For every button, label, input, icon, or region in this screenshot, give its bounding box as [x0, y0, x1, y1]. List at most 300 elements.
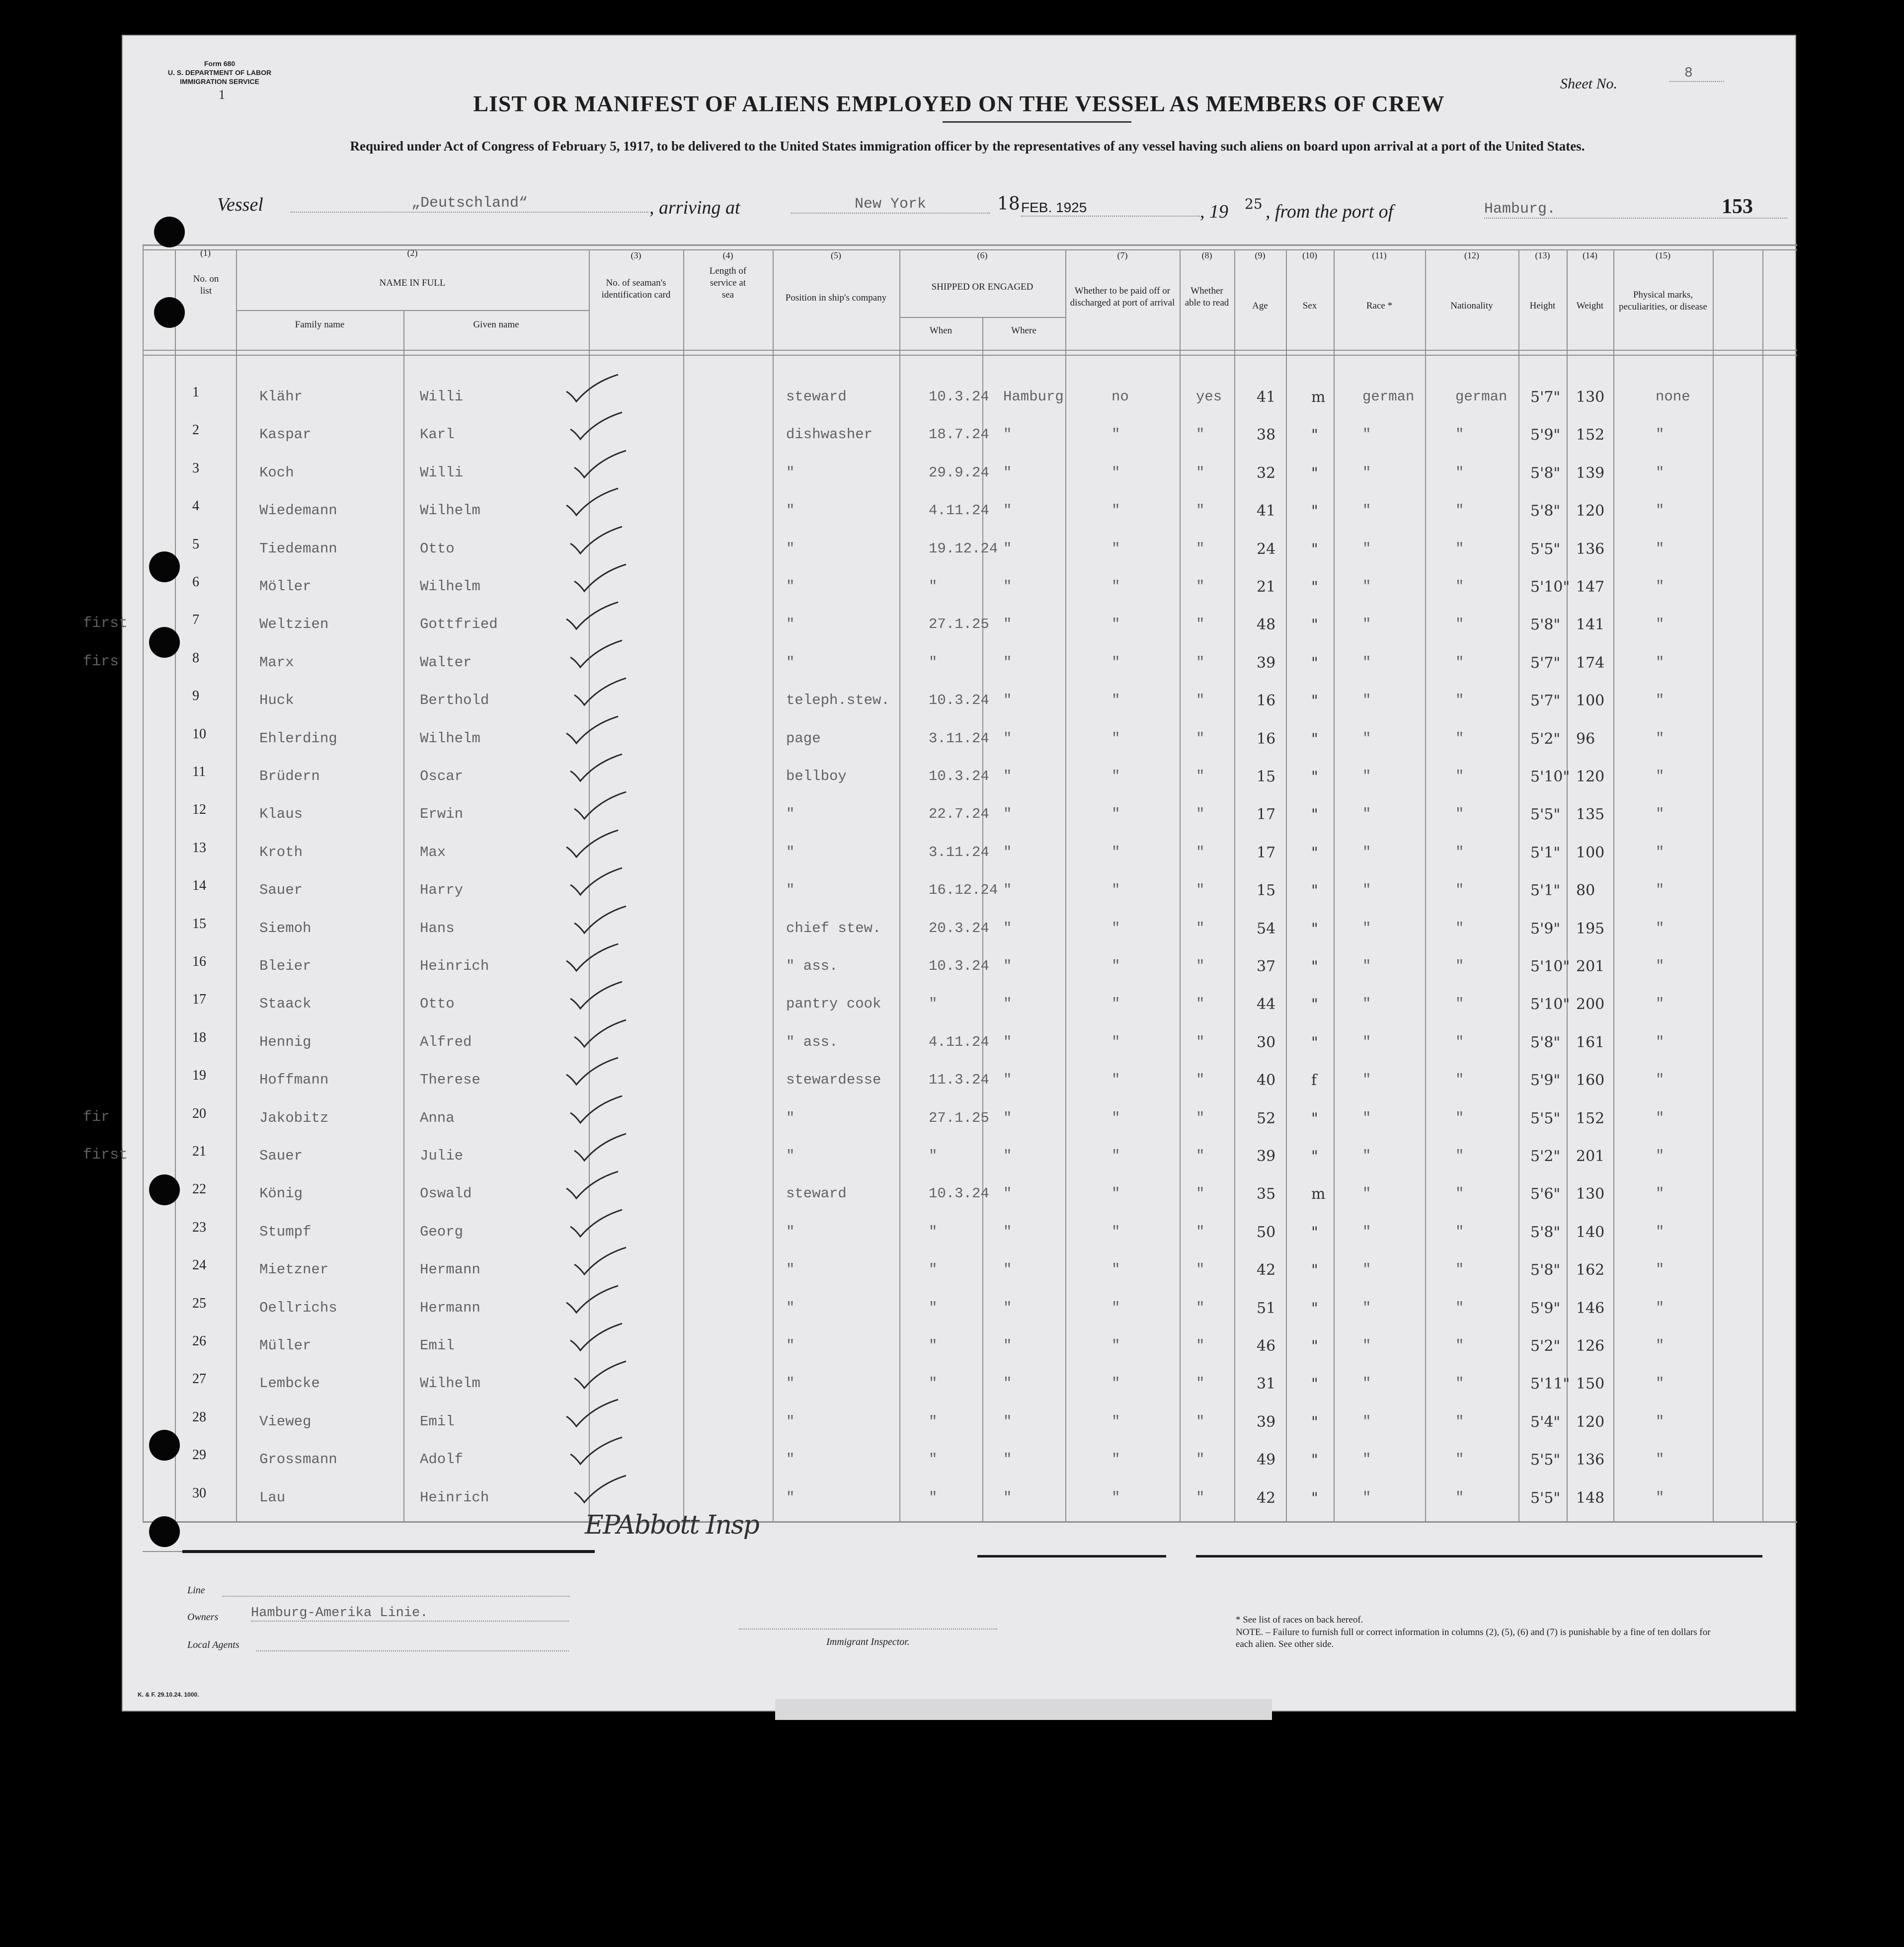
shipped-when: 11.3.24 — [929, 1072, 989, 1089]
height: 5'8" — [1530, 1223, 1561, 1241]
able-to-read: " — [1196, 1185, 1205, 1202]
able-to-read: " — [1196, 844, 1205, 860]
family-name: Sauer — [259, 1148, 303, 1164]
punch-hole — [149, 627, 180, 658]
physical-marks: " — [1656, 616, 1665, 633]
inspector-label: Immigrant Inspector. — [826, 1636, 910, 1647]
age: 46 — [1257, 1337, 1276, 1355]
check-mark-icon — [570, 1246, 625, 1280]
family-name: Siemoh — [259, 920, 312, 936]
nationality: " — [1455, 1185, 1464, 1202]
paid-off: " — [1111, 1072, 1120, 1089]
height: 5'9" — [1530, 1072, 1561, 1090]
height: 5'7" — [1530, 692, 1561, 710]
age: 51 — [1257, 1299, 1276, 1317]
shipped-where: " — [1003, 1185, 1012, 1202]
col-2-number: (2) — [407, 248, 418, 258]
race: " — [1362, 426, 1371, 443]
sex: m — [1311, 1185, 1326, 1203]
position: " — [786, 1148, 795, 1164]
weight: 152 — [1576, 426, 1605, 444]
physical-marks: " — [1656, 920, 1665, 936]
able-to-read: " — [1196, 578, 1205, 595]
physical-marks: " — [1656, 958, 1665, 974]
row-number: 8 — [192, 650, 199, 666]
given-name: Hermann — [420, 1299, 480, 1316]
given-name: Adolf — [420, 1451, 464, 1468]
crew-row — [123, 801, 1797, 839]
able-to-read: " — [1196, 1261, 1205, 1278]
able-to-read: " — [1196, 1148, 1205, 1164]
row-number: 28 — [192, 1409, 206, 1425]
col-14-number: (14) — [1583, 250, 1597, 260]
family-name: Stumpf — [259, 1223, 312, 1240]
physical-marks: " — [1656, 1337, 1665, 1354]
given-name: Emil — [420, 1413, 455, 1430]
paid-off: " — [1111, 958, 1120, 974]
crew-row — [123, 497, 1797, 535]
able-to-read: yes — [1196, 389, 1222, 405]
row-number: 23 — [192, 1219, 206, 1235]
position: " — [786, 1489, 795, 1506]
shipped-when: 16.12.24 — [929, 882, 998, 899]
race: " — [1362, 540, 1371, 557]
age: 38 — [1257, 426, 1276, 444]
physical-marks: " — [1656, 1033, 1665, 1050]
paper-edge — [775, 1699, 1272, 1720]
shipped-where: " — [1003, 1033, 1012, 1050]
row-number: 17 — [192, 992, 206, 1008]
paid-off: " — [1111, 768, 1120, 784]
race: " — [1362, 1033, 1371, 1050]
race: " — [1362, 1337, 1371, 1354]
row-number: 4 — [192, 498, 199, 514]
check-mark-icon — [566, 866, 621, 901]
shipped-when: 20.3.24 — [929, 920, 989, 936]
family-name: Sauer — [259, 882, 303, 899]
agents-fill — [256, 1650, 569, 1651]
physical-marks: " — [1656, 768, 1665, 784]
nationality: " — [1455, 1109, 1464, 1126]
family-name: Kaspar — [259, 426, 312, 443]
position: " — [786, 616, 795, 633]
shipped-when: " — [929, 1223, 938, 1240]
shipped-when: " — [929, 1413, 938, 1430]
paid-off: " — [1111, 502, 1120, 519]
shipped-when: 10.3.24 — [929, 692, 989, 709]
sex: " — [1311, 1375, 1318, 1393]
weight: 146 — [1576, 1299, 1605, 1317]
able-to-read: " — [1196, 996, 1205, 1012]
crew-row — [123, 384, 1797, 421]
nationality: " — [1455, 996, 1464, 1012]
row-number: 27 — [192, 1371, 206, 1387]
shipped-when: 3.11.24 — [929, 844, 989, 860]
shipped-when: " — [929, 654, 938, 671]
race: " — [1362, 464, 1371, 481]
physical-marks: " — [1656, 464, 1665, 481]
punch-hole — [149, 551, 180, 582]
manifest-title: LIST OR MANIFEST OF ALIENS EMPLOYED ON THE VESSEL AS MEMBERS OF CREW — [473, 91, 1445, 116]
given-name: Karl — [420, 426, 455, 443]
crew-row — [123, 460, 1797, 497]
shipped-where: " — [1003, 578, 1012, 595]
age: 30 — [1257, 1033, 1276, 1051]
weight: 174 — [1576, 654, 1605, 672]
check-mark-icon — [562, 942, 617, 977]
punch-hole — [154, 297, 185, 328]
check-mark-icon — [566, 1208, 621, 1243]
page-number: 153 — [1722, 195, 1753, 218]
row-number: 9 — [192, 688, 199, 704]
check-mark-icon — [570, 1018, 625, 1053]
age: 48 — [1257, 616, 1276, 634]
nationality: " — [1455, 1299, 1464, 1316]
nationality: " — [1455, 502, 1464, 519]
race: " — [1362, 1375, 1371, 1392]
weight: 141 — [1576, 616, 1605, 634]
race: " — [1362, 1223, 1371, 1240]
inspector-signature: EPAbbott Insp — [585, 1510, 759, 1540]
given-name: Harry — [420, 882, 464, 899]
row-number: 11 — [192, 764, 206, 779]
check-mark-icon — [566, 410, 621, 445]
race: " — [1362, 654, 1371, 671]
age: 16 — [1257, 730, 1276, 748]
arrival-date-stamp: FEB. 1925 — [1021, 200, 1200, 217]
paid-off: " — [1111, 578, 1120, 595]
shipped-when: " — [929, 1451, 938, 1468]
given-name: Erwin — [420, 806, 464, 823]
sex: " — [1311, 1413, 1318, 1431]
punch-hole — [149, 1516, 180, 1547]
check-mark-icon — [566, 1435, 621, 1470]
able-to-read: " — [1196, 1072, 1205, 1089]
given-name: Alfred — [420, 1033, 472, 1050]
physical-marks: none — [1656, 389, 1690, 405]
row-number: 3 — [192, 460, 199, 476]
col-11-number: (11) — [1372, 250, 1387, 260]
shipped-where: " — [1003, 1375, 1012, 1392]
title-underline — [943, 121, 1131, 123]
sex: " — [1311, 768, 1318, 785]
closing-rule-middle — [977, 1555, 1166, 1558]
family-name: Möller — [259, 578, 312, 595]
able-to-read: " — [1196, 958, 1205, 974]
shipped-when: " — [929, 1261, 938, 1278]
race: " — [1362, 1489, 1371, 1506]
able-to-read: " — [1196, 502, 1205, 519]
paid-off: " — [1111, 1413, 1120, 1430]
punch-hole — [149, 1430, 180, 1461]
weight: 130 — [1576, 1185, 1605, 1203]
age: 15 — [1257, 882, 1276, 900]
nationality: " — [1455, 1148, 1464, 1164]
physical-marks: " — [1656, 578, 1665, 595]
nationality: " — [1455, 730, 1464, 747]
weight: 140 — [1576, 1223, 1605, 1241]
sex: " — [1311, 654, 1318, 672]
position: " — [786, 1299, 795, 1316]
sex: " — [1311, 730, 1318, 748]
physical-marks: " — [1656, 654, 1665, 671]
sex: " — [1311, 464, 1318, 482]
crew-row — [83, 611, 1797, 649]
arrival-port: New York — [791, 196, 990, 214]
able-to-read: " — [1196, 1223, 1205, 1240]
weight: 130 — [1576, 389, 1605, 406]
col-header-physical-marks: Physical marks, peculiarities, or disease — [1619, 290, 1707, 312]
crew-row — [123, 1446, 1797, 1484]
row-number: 22 — [192, 1181, 206, 1197]
paid-off: no — [1111, 389, 1129, 405]
weight: 135 — [1576, 806, 1605, 824]
race: " — [1362, 1148, 1371, 1164]
row-number: 1 — [192, 385, 199, 400]
age: 39 — [1257, 1413, 1276, 1431]
col-header-shipped: SHIPPED OR ENGAGED — [931, 282, 1033, 292]
race: " — [1362, 692, 1371, 709]
shipped-when: " — [929, 1148, 938, 1164]
age: 44 — [1257, 996, 1276, 1013]
weight: 195 — [1576, 920, 1605, 937]
paid-off: " — [1111, 1489, 1120, 1506]
position: " — [786, 540, 795, 557]
height: 5'10" — [1530, 996, 1570, 1013]
sex: " — [1311, 616, 1318, 634]
crew-row — [123, 991, 1797, 1028]
col-header-service-length: Length of service at sea — [709, 266, 747, 300]
given-name: Otto — [420, 540, 455, 557]
race: " — [1362, 882, 1371, 899]
physical-marks: " — [1656, 1261, 1665, 1278]
position: " — [786, 1109, 795, 1126]
check-mark-icon — [562, 600, 617, 635]
able-to-read: " — [1196, 1413, 1205, 1430]
col-15-number: (15) — [1656, 250, 1670, 260]
position: " — [786, 882, 795, 899]
nationality: " — [1455, 1451, 1464, 1468]
race: " — [1362, 958, 1371, 974]
check-mark-icon — [570, 1359, 625, 1394]
crew-row — [123, 1295, 1797, 1332]
check-mark-icon — [570, 562, 625, 597]
row-number: 7 — [192, 612, 199, 628]
check-mark-icon — [570, 449, 625, 483]
paid-off: " — [1111, 426, 1120, 443]
race: " — [1362, 1185, 1371, 1202]
height: 5'1" — [1530, 844, 1561, 861]
age: 24 — [1257, 540, 1276, 558]
position: " — [786, 1261, 795, 1278]
age: 32 — [1257, 464, 1276, 482]
weight: 120 — [1576, 768, 1605, 785]
nationality: " — [1455, 1261, 1464, 1278]
col-header-seaman-card: No. of seaman's identification card — [601, 278, 671, 300]
col-header-where: Where — [1011, 325, 1036, 336]
sex: " — [1311, 1489, 1318, 1507]
physical-marks: " — [1656, 1223, 1665, 1240]
family-name: Hoffmann — [259, 1072, 329, 1089]
given-name: Hans — [420, 920, 455, 936]
col-header-given: Given name — [473, 319, 519, 330]
given-name: Willi — [420, 464, 464, 481]
crew-row — [123, 1484, 1797, 1522]
position: " — [786, 464, 795, 481]
paid-off: " — [1111, 996, 1120, 1012]
sex: " — [1311, 1337, 1318, 1355]
check-mark-icon — [570, 676, 625, 711]
paid-off: " — [1111, 806, 1120, 823]
able-to-read: " — [1196, 1489, 1205, 1506]
family-name: Grossmann — [259, 1451, 337, 1468]
crew-row — [123, 687, 1797, 725]
shipped-when: 18.7.24 — [929, 426, 989, 443]
age: 21 — [1257, 578, 1276, 596]
physical-marks: " — [1656, 996, 1665, 1012]
physical-marks: " — [1656, 1413, 1665, 1430]
check-mark-icon — [562, 373, 617, 407]
col-header-read: Whether able to read — [1185, 286, 1229, 308]
weight: 201 — [1576, 958, 1605, 975]
position: " — [786, 502, 795, 519]
family-name: Klaus — [259, 806, 303, 823]
able-to-read: " — [1196, 1109, 1205, 1126]
height: 5'5" — [1530, 1451, 1561, 1469]
check-mark-icon — [562, 1056, 617, 1090]
col-header-no: No. on list — [193, 274, 219, 296]
paid-off: " — [1111, 844, 1120, 860]
sex: " — [1311, 1148, 1318, 1165]
given-name: Gottfried — [420, 616, 498, 633]
physical-marks: " — [1656, 844, 1665, 860]
shipped-where: " — [1003, 502, 1012, 519]
crew-row — [123, 915, 1797, 953]
header-bottom-rule — [143, 350, 1797, 351]
nationality: " — [1455, 806, 1464, 823]
paid-off: " — [1111, 1451, 1120, 1468]
crew-row — [83, 649, 1797, 687]
shipped-where: " — [1003, 1072, 1012, 1089]
able-to-read: " — [1196, 654, 1205, 671]
physical-marks: " — [1656, 1299, 1665, 1316]
paid-off: " — [1111, 692, 1120, 709]
position: " — [786, 1413, 795, 1430]
crew-row — [123, 877, 1797, 915]
position: " — [786, 1223, 795, 1240]
height: 5'10" — [1530, 578, 1570, 596]
shipped-where: " — [1003, 920, 1012, 936]
age: 42 — [1257, 1261, 1276, 1279]
shipped-when: " — [929, 1299, 938, 1316]
col-header-race: Race * — [1366, 301, 1393, 311]
height: 5'4" — [1530, 1413, 1561, 1431]
sex: " — [1311, 1033, 1318, 1051]
shipped-where: " — [1003, 1223, 1012, 1240]
race: " — [1362, 920, 1371, 936]
age: 35 — [1257, 1185, 1276, 1203]
age: 17 — [1257, 806, 1276, 824]
crew-row — [123, 1256, 1797, 1294]
shipped-where: " — [1003, 1109, 1012, 1126]
paid-off: " — [1111, 1337, 1120, 1354]
family-name: Lau — [259, 1489, 286, 1506]
physical-marks: " — [1656, 1148, 1665, 1164]
shipped-where: " — [1003, 1413, 1012, 1430]
shipped-where: " — [1003, 1261, 1012, 1278]
position: steward — [786, 389, 847, 405]
height: 5'10" — [1530, 768, 1570, 785]
row-number: 18 — [192, 1029, 206, 1045]
check-mark-icon — [570, 790, 625, 825]
able-to-read: " — [1196, 920, 1205, 936]
family-name: Kroth — [259, 844, 303, 860]
row-number: 26 — [192, 1333, 206, 1349]
table-top-border — [143, 244, 1797, 246]
shipped-when: 22.7.24 — [929, 806, 989, 823]
paid-off: " — [1111, 1109, 1120, 1126]
family-name: König — [259, 1185, 303, 1202]
shipped-where: " — [1003, 616, 1012, 633]
sex: " — [1311, 1223, 1318, 1241]
age: 50 — [1257, 1223, 1276, 1241]
shipped-where: " — [1003, 1148, 1012, 1164]
crew-row — [123, 763, 1797, 801]
row-number: 29 — [192, 1447, 206, 1463]
col-3-number: (3) — [631, 250, 641, 260]
family-name: Hennig — [259, 1033, 312, 1050]
paid-off: " — [1111, 464, 1120, 481]
nationality: " — [1455, 958, 1464, 974]
year-prefix: , 19 — [1200, 201, 1228, 222]
col-10-number: (10) — [1302, 250, 1317, 260]
row-number: 14 — [192, 878, 206, 894]
nationality: " — [1455, 844, 1464, 860]
crew-row — [123, 725, 1797, 763]
race: " — [1362, 578, 1371, 595]
weight: 136 — [1576, 1451, 1605, 1469]
physical-marks: " — [1656, 502, 1665, 519]
paid-off: " — [1111, 616, 1120, 633]
height: 5'7" — [1530, 389, 1561, 406]
weight: 96 — [1576, 730, 1595, 748]
weight: 136 — [1576, 540, 1605, 558]
agents-label: Local Agents — [187, 1639, 239, 1650]
closing-rule-left — [182, 1550, 595, 1553]
sex: " — [1311, 540, 1318, 558]
row-number: 10 — [192, 726, 206, 742]
given-name: Wilhelm — [420, 730, 480, 747]
height: 5'8" — [1530, 502, 1561, 520]
col-header-height: Height — [1529, 301, 1556, 311]
physical-marks: " — [1656, 692, 1665, 709]
sex: " — [1311, 692, 1318, 710]
given-name: Wilhelm — [420, 578, 480, 595]
able-to-read: " — [1196, 1375, 1205, 1392]
position: page — [786, 730, 821, 747]
col-header-nationality: Nationality — [1450, 301, 1493, 311]
family-name: Brüdern — [259, 768, 320, 784]
age: 54 — [1257, 920, 1276, 937]
given-name: Therese — [420, 1072, 480, 1089]
given-name: Heinrich — [420, 1489, 489, 1506]
check-mark-icon — [566, 1094, 621, 1129]
physical-marks: " — [1656, 1185, 1665, 1202]
shipped-when: " — [929, 1337, 938, 1354]
shipped-where: " — [1003, 1489, 1012, 1506]
crew-row — [83, 1105, 1797, 1143]
row-number: 15 — [192, 916, 206, 932]
